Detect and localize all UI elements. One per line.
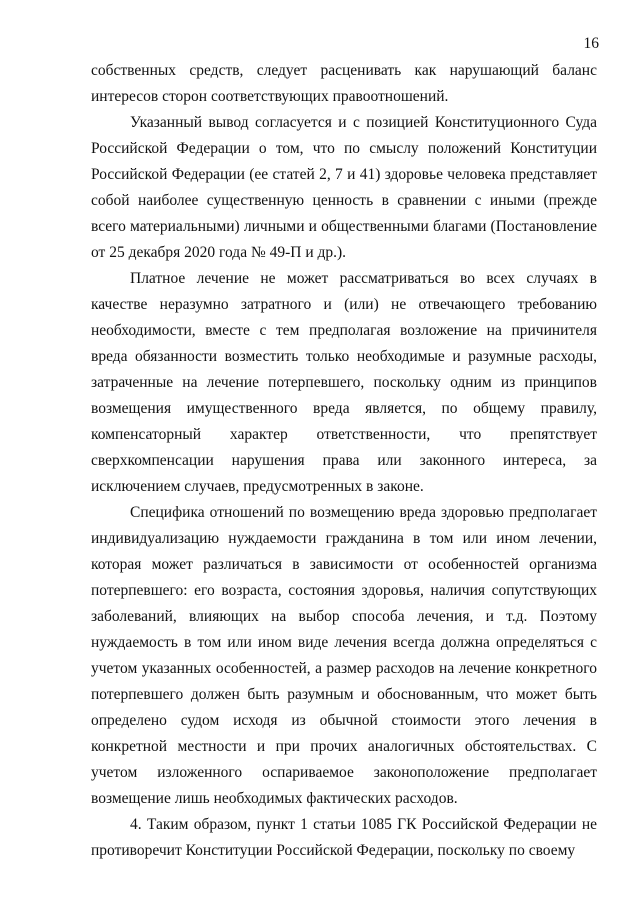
paragraph-paid-treatment: Платное лечение не может рассматриваться во всех случаях в качестве неразумно затратного и (или) не отвечающего требованию необходимости, вместе с тем предполагая возложение на причинителя вреда обязанности возместить только необходимые и разумные расходы, затраченные на лечение потерпевшего, поскольку одним из принципов возмещения имущественного вреда является, по общему правилу, компенсаторный характер ответственности, что препятствует сверхкомпенсации нарушения права или законного интереса, за исключением случаев, предусмотренных в законе. [91,270,597,495]
document-body [91,58,597,864]
paragraph-constitutional-court-position: Указанный вывод согласуется и с позицией Конституционного Суда Российской Федерации о том, что по смыслу положений Конституции Российской Федерации (ее статей 2, 7 и 41) здоровье человека представляет собой наиболее существенную ценность в сравнении с иными (прежде всего материальными) личными и общественными благами (Постановление от 25 декабря 2020 года № 49-П и др.). [91,114,597,261]
paragraph-conclusion: 4. Таким образом, пункт 1 статьи 1085 ГК Российской Федерации не противоречит Конституции Российской Федерации, поскольку по своему [91,816,597,859]
page-number: 16 [583,35,599,52]
paragraph-harm-compensation-specifics: Специфика отношений по возмещению вреда здоровью предполагает индивидуализацию нуждаемости гражданина в том или ином лечении, которая может различаться в зависимости от особенностей организма потерпевшего: его возраста, состояния здоровья, наличия сопутствующих заболеваний, влияющих на выбор способа лечения, и т.д. Поэтому нуждаемость в том или ином виде лечения всегда должна определяться с учетом указанных особенностей, а размер расходов на лечение конкретного потерпевшего должен быть разумным и обоснованным, что может быть определено судом исходя из обычной стоимости этого лечения в конкретной местности и при прочих аналогичных обстоятельствах. С учетом изложенного оспариваемое законоположение предполагает возмещение лишь необходимых фактических расходов. [91,504,597,807]
paragraph-continuation: собственных средств, следует расценивать как нарушающий баланс интересов сторон соответствующих правоотношений. [91,62,597,105]
